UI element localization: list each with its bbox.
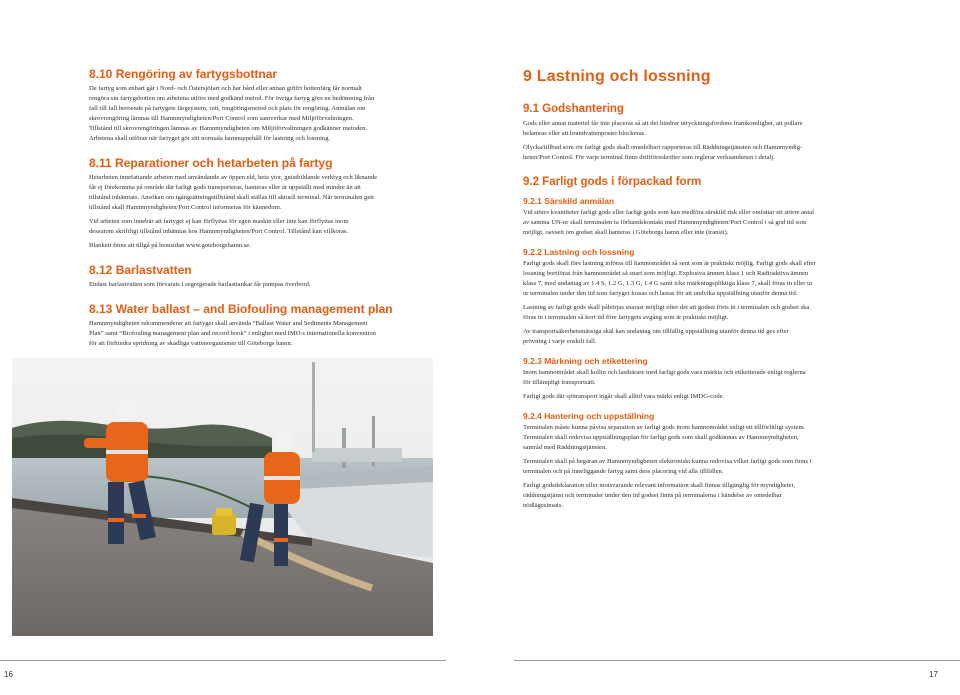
text-line: tillstånd skall Hamnmyndigheten/Port Control informeras för kännedom. (89, 204, 282, 211)
page-number-left: 16 (4, 670, 13, 679)
text-line: prövning i varje enskilt fall. (523, 338, 597, 345)
section-8-10-text (89, 84, 411, 144)
text-line: Vid arbeten som innebär att fartyget ej kan förflyttas för egen maskin eller inte kan förflyttas inom (89, 218, 349, 225)
left-page-column (89, 68, 411, 349)
text-line: heten/Port Control. För varje terminal finns driftföreskrifter som reglerar verksamheten i detalj. (523, 154, 775, 161)
text-line: lossning bortföras från hamnområdet så snart som möjligt. Explosiva ämnen klass 1 och Radioaktiva ämnen (523, 270, 809, 277)
text-line: belamras eller att brandvattenposter blockeras. (523, 130, 646, 137)
section-heading-9-2-3: 9.2.3 Märkning och etikettering (523, 356, 648, 366)
text-line: Tillstånd till skrovrengöringen lämnas av Hamnmyndigheten om Miljöförvaltningen godkänner metoden. (89, 125, 368, 132)
text-line: De fartyg som enbart går i Nord- och Östersjöfart och har hård eller annan giftfri bottenfärg får normalt (89, 85, 362, 92)
text-line: Farligt gods skall före lastning införas till hamnområdet så sent som är praktiskt möjlig. Farligt gods skall efter (523, 260, 816, 267)
text-line: Endast barlastvatten som förvarats i segregerade barlasttankar får pumpas överbord. (89, 281, 311, 288)
section-heading-9-2: 9.2 Farligt gods i förpackad form (523, 176, 702, 188)
text-line: dessutom skriftligt tillstånd inhämtas hos Hamnmyndigheten/Port Control. Tillstånd kan villkoras. (89, 228, 349, 235)
text-line: skrovrengöring lämnas till Hamnmyndigheten/Port Control som samverkar med Miljöförvaltningen. (89, 115, 354, 122)
section-heading-8-11: 8.11 Reparationer och hetarbeten på fartyg (89, 156, 333, 170)
text-line: får ej förekomma på område där farligt gods transporteras, hanteras eller är uppställt med mindre än att (89, 184, 361, 191)
text-line: Blankett finns att tillgå på hemsidan www.goteborgshamn.se. (89, 242, 251, 249)
text-line: föras in i terminalen så kort tid före fartygets avgång som är praktiskt möjligt. (523, 314, 729, 321)
text-line: räddningstjänst och terminaler under den tid godset finns på terminalerna i händelse av omedelbar (523, 492, 782, 499)
text-line: Olycka/tillbud som rör farligt gods skall omedelbart rapporteras till Räddningstjänsten och Hamnmyndig- (523, 144, 803, 151)
text-line: Hamnmyndigheten rekommenderar att fartyget skall använda “Ballast Water and Sediments Management (89, 320, 368, 327)
text-line: Arbetena skall utföras när fartyget gör sitt normala hamnuppehåll för lastning och lossning. (89, 135, 331, 142)
text-line: Terminalen skall redovisa uppställningsplan för farligt gods som skall godkännas av Hamnmyndigheten, (523, 434, 799, 441)
section-9-2-1-text (523, 208, 845, 238)
text-line: möjligt, oavsett om godset skall hanteras i Göteborgs hamn eller inte (transit). (523, 229, 729, 236)
dockworkers-photo (12, 358, 433, 636)
text-line: Terminalen måste kunna påvisa separation av farligt gods inom hamnområdet enligt ett tillförlitligt system. (523, 424, 806, 431)
text-line: fall till fall beroende på fartygets färgsystem, rutt, rengöringsmetod och plats för rengöring. Anmälan om (89, 105, 366, 112)
section-9-1-text (523, 119, 845, 163)
page-number-right: 17 (929, 670, 938, 679)
text-line: Plan” samt “Biofouling management plan and record book” i enlighet med IMO:s internationella konvention (89, 330, 376, 337)
text-line: Hetarbeten innefattande arbeten med användande av öppen eld, heta ytor, gnistbildande verktyg och liknande (89, 174, 378, 181)
text-line: tillstånd inhämtats. Ansökan om igångsättningstillstånd skall ställas till aktuell terminal. När terminalen gett (89, 194, 374, 201)
text-line: Farligt godsdeklaration eller motsvarande relevant information skall finnas tillgänglig för myndigheter, (523, 482, 796, 489)
harbour-scene-illustration (12, 358, 433, 636)
text-line: klass 7, med undantag av 1.4 S, 1.2 G, 1.3 G, 1.4 G samt icke märkningspliktiga klass 7, skall föras in eller ut (523, 280, 813, 287)
section-9-2-3-text (523, 368, 845, 402)
text-line: Vid större kvantiteter farligt gods eller farligt gods som kan medföra särskild risk eller omfattar ett större antal (523, 209, 814, 216)
text-line: för tillämpligt transportsätt. (523, 379, 596, 386)
section-heading-9-1: 9.1 Godshantering (523, 103, 624, 115)
text-line: Farligt gods där sjötransport ingår skall alltid vara märkt enligt IMDG-code. (523, 393, 725, 400)
section-heading-8-12: 8.12 Barlastvatten (89, 263, 192, 277)
text-line: för att förhindra spridning av skadliga vattenorganismer till Göteborgs hamn. (89, 340, 293, 347)
section-heading-9-2-2: 9.2.2 Lastning och lossning (523, 247, 635, 257)
section-heading-8-10: 8.10 Rengöring av fartygsbottnar (89, 67, 278, 81)
section-8-13-text (89, 319, 411, 349)
text-line: rengöra sin fartygsbotten om arbetena utförs med godkänd metod. För övriga fartyg görs en bedömning från (89, 95, 375, 102)
footer-rule-right (514, 660, 960, 661)
section-8-12-text (89, 280, 411, 290)
footer-rule-left (0, 660, 446, 661)
text-line: av samma UN-nr skall terminalen ta förhandskontakt med Hamnmyndigheten/Port Control i så god tid som (523, 219, 807, 226)
section-9-2-4-text (523, 423, 845, 511)
text-line: Av transportsäkerhetsmässiga skäl kan undantag om tillfällig uppställning utanför denna tid ges efter (523, 328, 789, 335)
right-page-column (523, 68, 845, 511)
text-line: Gods eller annat materiel får inte placeras så att det hindrar utryckningsfordons framkomlighet, att pollare (523, 120, 803, 127)
text-line: Lastning av farligt gods skall påbörjas snarast möjligt efter det att godset förts in i terminalen och godset ska (523, 304, 810, 311)
text-line: nödlägesinsats. (523, 502, 564, 509)
text-line: ur terminalen under den tid som fartyget lossas och lastas för att undvika uppställning utanför denna tid. (523, 290, 798, 297)
chapter-heading-9: 9 Lastning och lossning (523, 68, 711, 85)
text-line: Inom hamnområdet skall kollin och lastbärare med farligt gods vara märkta och etiketterade enligt reglerna (523, 369, 806, 376)
section-9-2-2-text (523, 259, 845, 347)
section-heading-9-2-4: 9.2.4 Hantering och uppställning (523, 411, 655, 421)
section-heading-9-2-1: 9.2.1 Särskild anmälan (523, 196, 615, 206)
text-line: samråd med Räddningstjänsten. (523, 444, 608, 451)
section-8-11-text (89, 173, 411, 251)
text-line: Terminalen skall på begäran av Hamnmyndigheten elektroniskt kunna redovisa vilket farligt gods som finns i (523, 458, 812, 465)
text-line: terminalen och på inneliggande fartyg samt dess placering vid alla tillfällen. (523, 468, 724, 475)
section-heading-8-13: 8.13 Water ballast – and Biofouling management plan (89, 302, 393, 316)
